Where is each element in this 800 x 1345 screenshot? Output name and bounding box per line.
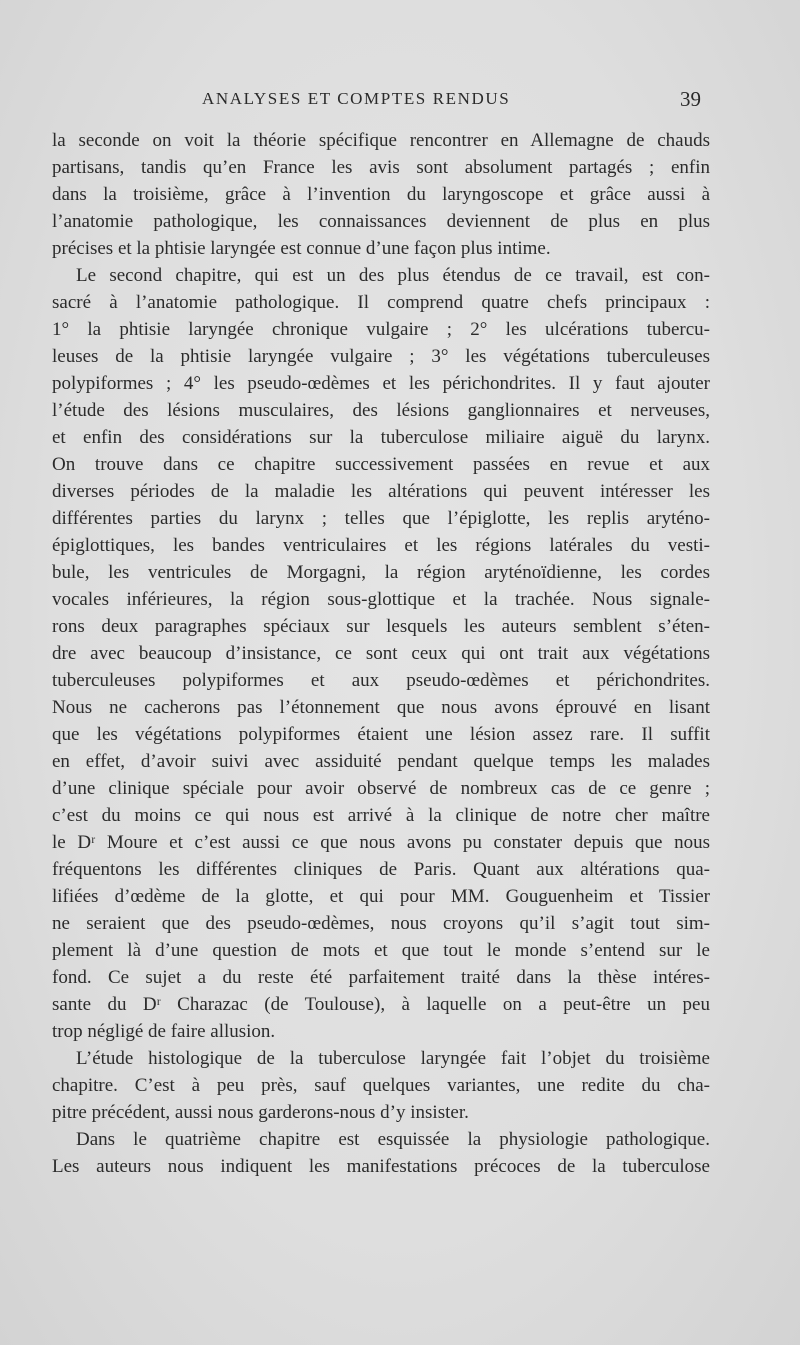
text-line: trop négligé de faire allusion.: [52, 1021, 276, 1042]
text-line: l’anatomie pathologique, les connaissances deviennent de plus en plus: [52, 211, 710, 232]
text-line: d’une clinique spéciale pour avoir observé de nombreux cas de ce genre ;: [52, 778, 710, 799]
text-line: sacré à l’anatomie pathologique. Il comprend quatre chefs principaux :: [52, 292, 710, 313]
text-line: différentes parties du larynx ; telles que l’épiglotte, les replis aryténo-: [52, 508, 710, 529]
text-line: leuses de la phtisie laryngée vulgaire ; 3° les végétations tuberculeuses: [52, 346, 710, 367]
text-line: diverses périodes de la maladie les altérations qui peuvent intéresser les: [52, 481, 710, 502]
text-line: plement là d’une question de mots et que tout le monde s’entend sur le: [52, 940, 710, 961]
text-line: vocales inférieures, la région sous-glottique et la trachée. Nous signale-: [52, 589, 710, 610]
text-line: fond. Ce sujet a du reste été parfaitement traité dans la thèse intéres-: [52, 967, 710, 988]
text-line: en effet, d’avoir suivi avec assiduité pendant quelque temps les malades: [52, 751, 710, 772]
text-line: partisans, tandis qu’en France les avis sont absolument partagés ; enfin: [52, 157, 710, 178]
body-text: [52, 127, 710, 1180]
text-line: le Dʳ Moure et c’est aussi ce que nous avons pu constater depuis que nous: [52, 832, 710, 853]
text-line: polypiformes ; 4° les pseudo-œdèmes et les périchondrites. Il y faut ajouter: [52, 373, 710, 394]
text-line: 1° la phtisie laryngée chronique vulgaire ; 2° les ulcérations tubercu-: [52, 319, 710, 340]
text-line: sante du Dʳ Charazac (de Toulouse), à laquelle on a peut-être un peu: [52, 994, 710, 1015]
text-line: c’est du moins ce qui nous est arrivé à la clinique de notre cher maître: [52, 805, 710, 826]
text-line: lifiées d’œdème de la glotte, et qui pour MM. Gouguenheim et Tissier: [52, 886, 710, 907]
text-line: épiglottiques, les bandes ventriculaires et les régions latérales du vesti-: [52, 535, 710, 556]
text-line: rons deux paragraphes spéciaux sur lesquels les auteurs semblent s’éten-: [52, 616, 710, 637]
running-title: ANALYSES ET COMPTES RENDUS: [202, 89, 511, 108]
text-line: dans la troisième, grâce à l’invention du laryngoscope et grâce aussi à: [52, 184, 710, 205]
text-line: Dans le quatrième chapitre est esquissée la physiologie pathologique.: [76, 1129, 710, 1150]
text-line: Les auteurs nous indiquent les manifestations précoces de la tuberculose: [52, 1156, 710, 1177]
text-line: Nous ne cacherons pas l’étonnement que nous avons éprouvé en lisant: [52, 697, 710, 718]
text-line: la seconde on voit la théorie spécifique rencontrer en Allemagne de chauds: [52, 130, 710, 151]
text-line: pitre précédent, aussi nous garderons-nous d’y insister.: [52, 1102, 469, 1123]
text-line: fréquentons les différentes cliniques de Paris. Quant aux altérations qua-: [52, 859, 710, 880]
text-line: bule, les ventricules de Morgagni, la région aryténoïdienne, les cordes: [52, 562, 710, 583]
text-line: On trouve dans ce chapitre successivement passées en revue et aux: [52, 454, 710, 475]
text-line: que les végétations polypiformes étaient une lésion assez rare. Il suffit: [52, 724, 710, 745]
text-line: tuberculeuses polypiformes et aux pseudo-œdèmes et périchondrites.: [52, 670, 710, 691]
text-line: dre avec beaucoup d’insistance, ce sont ceux qui ont trait aux végétations: [52, 643, 710, 664]
text-line: précises et la phtisie laryngée est connue d’une façon plus intime.: [52, 238, 551, 259]
page-header: [0, 84, 800, 114]
text-line: ne seraient que des pseudo-œdèmes, nous croyons qu’il s’agit tout sim-: [52, 913, 710, 934]
text-line: l’étude des lésions musculaires, des lésions ganglionnaires et nerveuses,: [52, 400, 710, 421]
page-number: 39: [680, 87, 701, 111]
text-line: chapitre. C’est à peu près, sauf quelques variantes, une redite du cha-: [52, 1075, 710, 1096]
text-line: et enfin des considérations sur la tuberculose miliaire aiguë du larynx.: [52, 427, 710, 448]
text-line: Le second chapitre, qui est un des plus étendus de ce travail, est con-: [76, 265, 710, 286]
text-line: L’étude histologique de la tuberculose laryngée fait l’objet du troisième: [76, 1048, 710, 1069]
